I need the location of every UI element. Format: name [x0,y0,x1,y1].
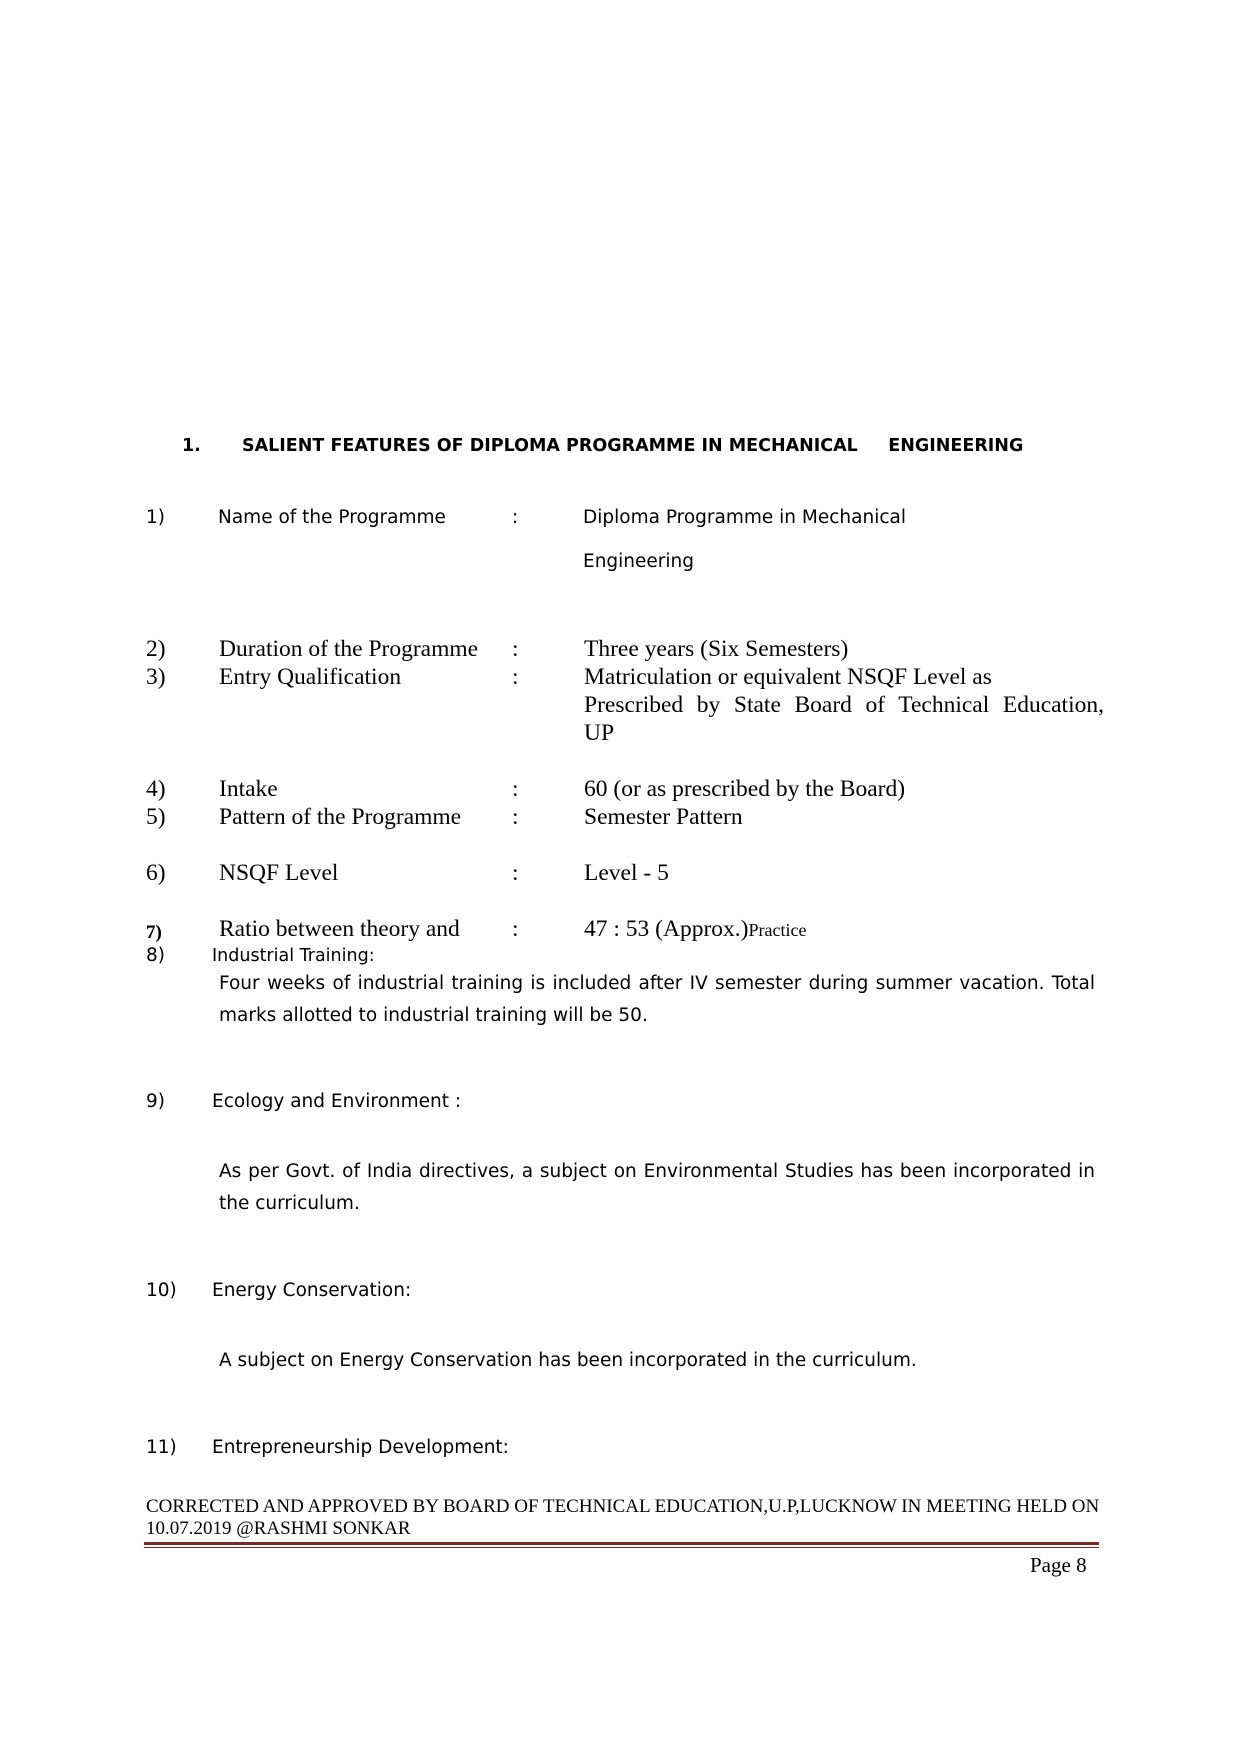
item-number: 6) [146,860,166,886]
page-number: Page 8 [1030,1553,1087,1577]
item-label: Intake [219,776,278,802]
item-value-cont: Prescribed by State Board of Technical Education, [584,692,1104,718]
item-paragraph: Four weeks of industrial training is included after IV semester during summer vacation. Total marks allotted to industrial training will be 50. [219,973,1095,1026]
item-number: 9) [146,1091,165,1112]
item-colon: : [512,916,519,942]
item-label: Ratio between theory and [219,916,460,942]
item-label: Energy Conservation: [212,1280,412,1301]
item-colon: : [512,860,519,886]
ratio-suffix: Practice [748,920,807,940]
item-number: 7) [146,922,162,943]
item-value: Matriculation or equivalent NSQF Level as [584,664,992,690]
item-number: 8) [146,945,165,966]
item-value-cont: UP [584,720,615,746]
item-colon: : [512,776,519,802]
section-number: 1. [182,436,201,456]
footer-rule-thick [144,1542,1099,1545]
item-value: Three years (Six Semesters) [584,636,849,662]
item-value-cont: Engineering [583,551,694,572]
item-number: 1) [146,507,165,528]
item-label: Entry Qualification [219,664,402,690]
item-label: Industrial Training: [212,946,375,966]
item-colon: : [512,636,519,662]
item-value: Diploma Programme in Mechanical [583,507,907,528]
item-label: Duration of the Programme [219,636,479,662]
ratio-value: 47 : 53 (Approx.) [584,916,749,942]
item-label: NSQF Level [219,860,339,886]
item-number: 3) [146,664,166,690]
item-colon: : [512,804,519,830]
footer-date-line: 10.07.2019 @RASHMI SONKAR [146,1518,411,1539]
section-title: SALIENT FEATURES OF DIPLOMA PROGRAMME IN MECHANICAL ENGINEERING [242,436,1024,456]
item-label: Pattern of the Programme [219,804,462,830]
item-label: Name of the Programme [218,507,446,528]
item-label: Entrepreneurship Development: [212,1437,509,1458]
item-paragraph: A subject on Energy Conservation has been incorporated in the curriculum. [219,1350,917,1371]
item-colon: : [512,507,519,528]
item-value: Semester Pattern [584,804,743,830]
item-label: Ecology and Environment : [212,1091,462,1112]
item-value: Level - 5 [584,860,669,886]
item-number: 4) [146,776,166,802]
item-colon: : [512,664,519,690]
footer-rule-thin [144,1547,1099,1548]
item-paragraph: As per Govt. of India directives, a subject on Environmental Studies has been incorporated in the curriculum. [219,1161,1095,1214]
item-value [584,916,806,943]
item-number: 11) [146,1437,177,1458]
item-number: 2) [146,636,166,662]
footer-approval-line: CORRECTED AND APPROVED BY BOARD OF TECHNICAL EDUCATION,U.P,LUCKNOW IN MEETING HELD ON [146,1496,1100,1517]
item-number: 5) [146,804,166,830]
item-value: 60 (or as prescribed by the Board) [584,776,906,802]
item-number: 10) [146,1280,177,1301]
